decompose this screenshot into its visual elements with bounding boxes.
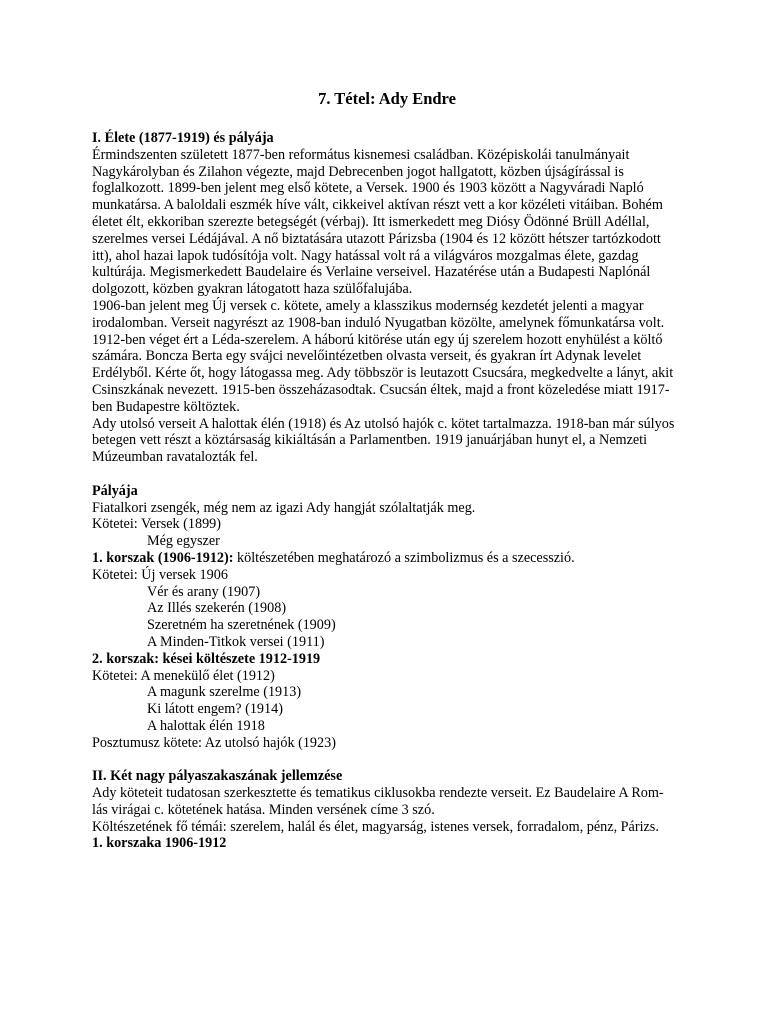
section2-subheading: 1. korszaka 1906-1912 — [92, 835, 227, 852]
spacer — [92, 751, 682, 768]
early-books-first — [92, 516, 682, 533]
posthumous-line: Posztumusz kötete: Az utolsó hajók (1923) — [92, 734, 336, 751]
kotetei-label: Kötetei: — [92, 667, 138, 684]
life-paragraph-2: 1906-ban jelent meg Új versek c. kötete, amely a klasszikus modernség kezdetét jelenti a magyar irodalomban. Verseit nagyrészt az 1908-ban induló Nyugatban közölte, amelynek főmunkatársa volt. 1912-ben véget ért a Léda-szerelem. A háború kitörése után egy új szerelem hozott enyhülést a költő számára. Boncza Berta egy svájci nevelőintézetben olvasta verseit, és gyakran írt Adynak levelet Erdélyből. Kérte őt, hogy látogassa meg. Ady többször is leutazott Csucsára, megkedvelte a lányt, akit Csinszkának nevezett. 1915-ben összeházasodtak. Csucsán éltek, majd a front közeledése miatt 1917-ben Budapestre költöztek. — [92, 297, 674, 415]
life-paragraph-3: Ady utolsó verseit A halottak élén (1918) és Az utolsó hajók c. kötet tartalmazza. 1918-ban már súlyos betegen vett részt a köztársaság kikiáltásán a Parlamentben. 1919 januárjában hunyt el, a Nemzeti Múzeumban ravatalozták fel. — [92, 415, 675, 466]
book-item: Szeretném ha szeretnének (1909) — [147, 617, 336, 634]
book-item: Ki látott engem? (1914) — [147, 701, 283, 718]
kotetei-label: Kötetei: — [92, 516, 138, 533]
book-item: A Minden-Titkok versei (1911) — [147, 633, 325, 650]
book-item: Új versek 1906 — [141, 566, 228, 583]
life-paragraph-1: Érmindszenten született 1877-ben református kisnemesi családban. Középiskolái tanulmányait Nagykárolyban és Zilahon végezte, majd Debrecenben jogot hallgatott, közben újságírással is foglalkozott. 1899-ben jelent meg első kötete, a Versek. 1900 és 1903 között a Nagyváradi Napló munkatársa. A baloldali eszmék híve vált, cikkeivel aktívan részt vett a kor közéleti vitáiban. Bohém életet élt, ekkoriban szerezte betegségét (vérbaj). Itt ismerkedett meg Diósy Ödönné Brüll Adéllal, szerelmes versei Lédájával. A nő biztatására utazott Párizsba (1904 és 12 között hétszer tartózkodott itt), ahol hazai lapok tudósítója volt. Nagy hatással volt rá a világváros mozgalmas élete, gazdag kultúrája. Megismerkedett Baudelaire és Verlaine verseivel. Hazatérése után a Budapesti Naplónál dolgozott, közben gyakran látogatott haza szülőfalujába. — [92, 146, 663, 298]
book-item: Még egyszer — [147, 533, 220, 550]
section2-line-3: Költészetének fő témái: szerelem, halál és élet, magyarság, istenes versek, forradalom, pénz, Párizs. — [92, 818, 659, 835]
period1-text: költészetében meghatározó a szimbolizmus és a szecesszió. — [233, 549, 575, 566]
section-heading-life: I. Élete (1877-1919) és pályája — [92, 130, 274, 146]
section-heading-career: Pályája — [92, 482, 138, 499]
period1-books-first — [92, 567, 682, 584]
section-heading-periods: II. Két nagy pályaszakaszának jellemzése — [92, 768, 343, 785]
spacer — [92, 466, 682, 483]
period1-label: 1. korszak (1906-1912): — [92, 549, 234, 566]
book-item: A halottak élén 1918 — [147, 717, 265, 734]
period1-line — [92, 550, 682, 567]
period2-heading: 2. korszak: kései költészete 1912-1919 — [92, 650, 321, 667]
section2-line-2: lás virágai c. kötetének hatása. Minden versének címe 3 szó. — [92, 801, 435, 818]
document-content — [92, 89, 682, 852]
book-item: A magunk szerelme (1913) — [147, 684, 302, 701]
book-item: A menekülő élet (1912) — [140, 667, 275, 684]
book-item: Az Illés szekerén (1908) — [147, 600, 287, 617]
page-title: 7. Tétel: Ady Endre — [318, 89, 456, 108]
kotetei-label: Kötetei: — [92, 566, 138, 583]
section2-line-1: Ady köteteit tudatosan szerkesztette és tematikus ciklusokba rendezte verseit. Ez Baudelaire A Rom- — [92, 785, 664, 802]
book-item: Versek (1899) — [141, 516, 221, 533]
book-item: Vér és arany (1907) — [147, 583, 261, 600]
period2-books-first — [92, 668, 682, 685]
career-intro: Fiatalkori zsengék, még nem az igazi Ady hangját szólaltatják meg. — [92, 499, 476, 516]
